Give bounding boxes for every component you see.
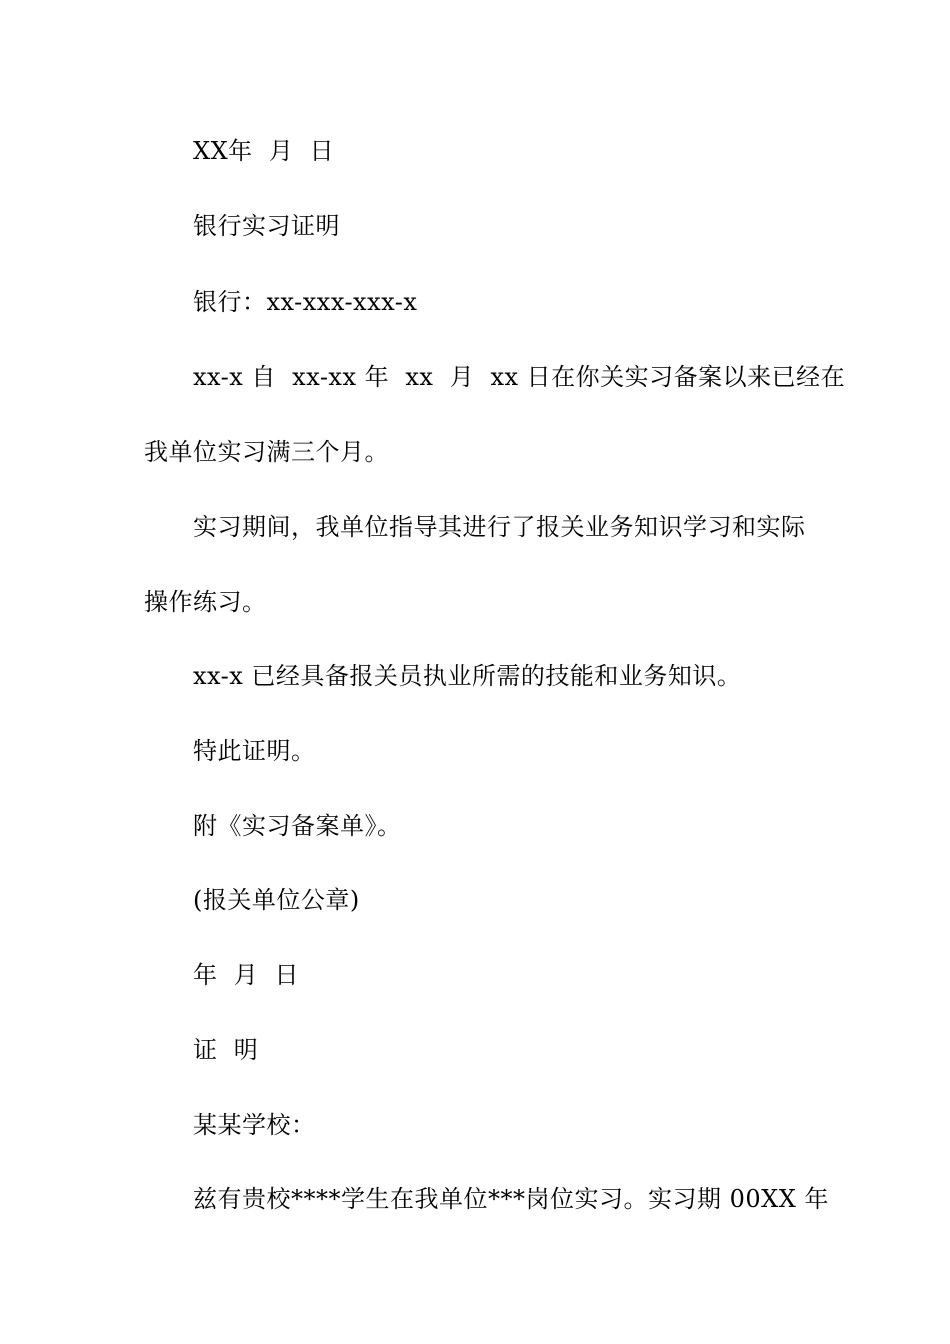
body-paragraph-1-line-1: xx-x 自 xx-xx 年 xx 月 xx 日在你关实习备案以来已经在 <box>193 363 846 391</box>
date-line: XX年 月 日 <box>193 137 335 165</box>
second-body-paragraph-line-1: 兹有贵校****学生在我单位***岗位实习。实习期 00XX 年 <box>193 1185 829 1213</box>
body-paragraph-2-line-1: 实习期间，我单位指导其进行了报关业务知识学习和实际 <box>193 513 806 541</box>
attachment-note: 附《实习备案单》。 <box>193 812 402 840</box>
addressee-bank: 银行：xx-xxx-xxx-x <box>193 288 418 316</box>
body-paragraph-1-line-2: 我单位实习满三个月。 <box>144 438 389 466</box>
seal-placeholder: (报关单位公章) <box>193 886 360 914</box>
signature-date: 年 月 日 <box>193 961 300 989</box>
body-paragraph-3: xx-x 已经具备报关员执业所需的技能和业务知识。 <box>193 662 742 690</box>
second-certificate-title: 证 明 <box>193 1036 259 1064</box>
body-paragraph-2-line-2: 操作练习。 <box>144 588 267 616</box>
certificate-title: 银行实习证明 <box>193 212 340 240</box>
closing-statement: 特此证明。 <box>193 737 316 765</box>
addressee-school: 某某学校： <box>193 1111 316 1139</box>
